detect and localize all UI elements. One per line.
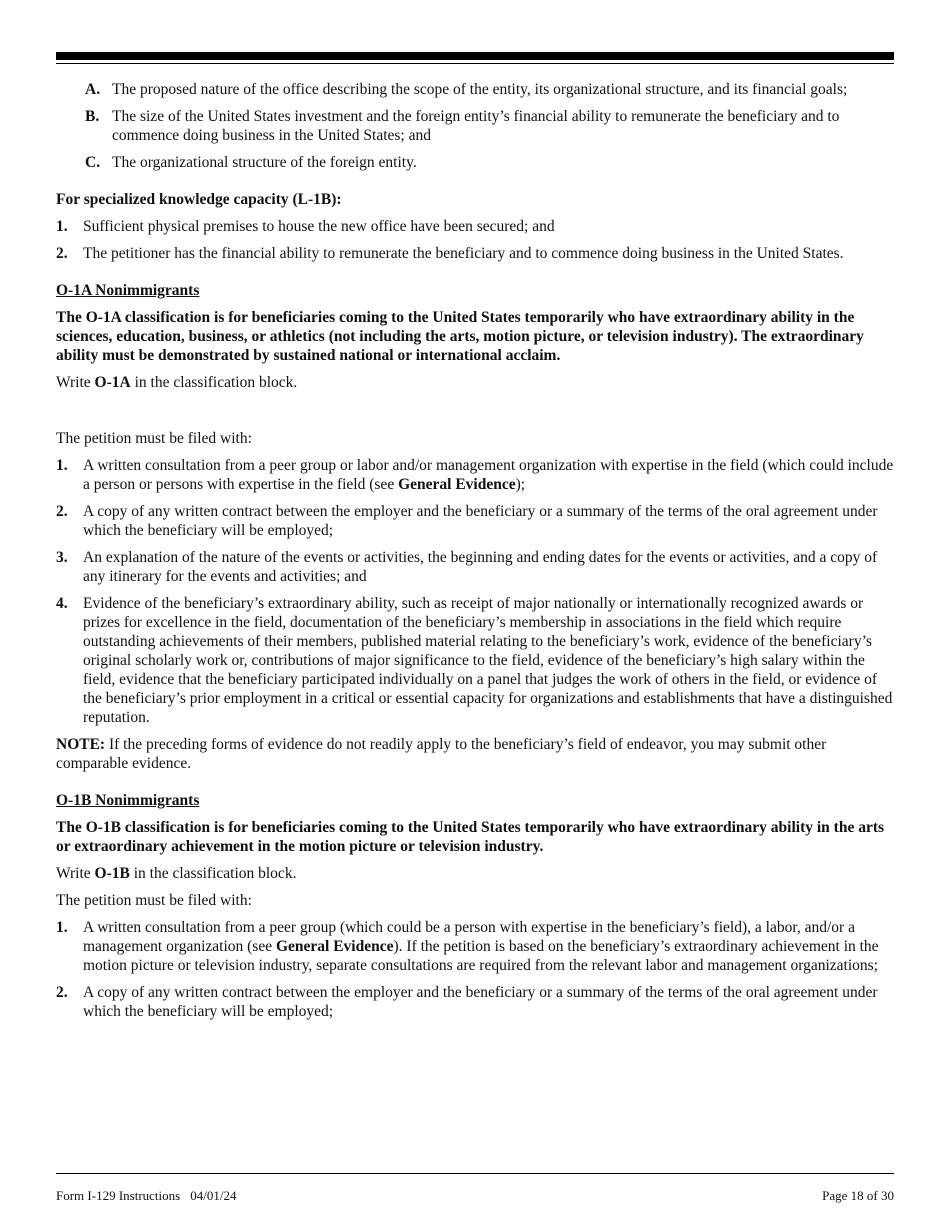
list-item — [56, 918, 894, 975]
form-date: 04/01/24 — [190, 1188, 237, 1203]
list-marker: C. — [85, 154, 101, 171]
list-text: A copy of any written contract between the employer and the beneficiary or a summary of the terms of the oral agreement under which the beneficiary will be employed; — [83, 984, 878, 1020]
write-suffix: in the classification block. — [130, 374, 298, 391]
text-part: A written consultation from a peer group (which could be a person with expertise in the beneficiary’s field), a labor, and/or a management organization (see — [83, 919, 855, 955]
write-prefix: Write — [56, 865, 95, 882]
text-part: ). If the petition is based on the beneficiary’s extraordinary achievement in the motion picture or television industry, separate consultations are required from the relevant labor and management organizations; — [83, 938, 879, 974]
footer-rule — [56, 1173, 894, 1174]
o1b-write-instruction — [56, 864, 894, 883]
text-part: ); — [515, 476, 526, 493]
list-item — [56, 153, 894, 172]
list-item — [56, 502, 894, 540]
list-marker: 1. — [56, 457, 68, 474]
list-text: The proposed nature of the office describing the scope of the entity, its organizational structure, and its financial goals; — [112, 81, 848, 98]
list-marker: B. — [85, 108, 100, 125]
list-text: An explanation of the nature of the events or activities, the beginning and ending dates for the events or activities, and a copy of any itinerary for the events and activities; and — [83, 549, 878, 585]
note-label: NOTE: — [56, 736, 106, 753]
general-evidence-ref: General Evidence — [398, 476, 516, 493]
o1a-heading: O-1A Nonimmigrants — [56, 282, 200, 299]
page-number: Page 18 of 30 — [822, 1188, 894, 1203]
list-marker: 2. — [56, 245, 68, 262]
list-marker: 3. — [56, 549, 68, 566]
list-item — [56, 107, 894, 145]
list-item — [56, 983, 894, 1021]
o1a-filed-with: The petition must be filed with: — [56, 430, 252, 447]
page-footer — [56, 1186, 894, 1205]
o1a-note — [56, 735, 894, 773]
list-text: The petitioner has the financial ability to remunerate the beneficiary and to commence doing business in the United States. — [83, 245, 844, 262]
list-marker: 2. — [56, 984, 68, 1001]
classification-code: O-1A — [94, 374, 131, 391]
write-suffix: in the classification block. — [129, 865, 297, 882]
o1a-intro: The O-1A classification is for beneficiaries coming to the United States temporarily who have extraordinary ability in the sciences, education, business, or athletics (not including the arts, motion picture, or television industry). The extraordinary ability must be demonstrated by sustained national or international acclaim. — [56, 309, 864, 364]
page-content — [56, 80, 894, 1029]
list-marker: 1. — [56, 919, 68, 936]
text-part: A written consultation from a peer group or labor and/or management organization with expertise in the field (which could include a person or persons with expertise in the field (see — [83, 457, 894, 493]
list-item — [56, 456, 894, 494]
o1a-write-instruction — [56, 373, 894, 392]
list-item — [56, 244, 894, 263]
list-marker: 2. — [56, 503, 68, 520]
list-marker: A. — [85, 81, 101, 98]
list-marker: 4. — [56, 595, 68, 612]
list-item — [56, 80, 894, 99]
list-text — [83, 918, 894, 975]
footer-form-info — [56, 1186, 236, 1205]
form-name: Form I-129 Instructions — [56, 1188, 181, 1203]
list-text: The organizational structure of the foreign entity. — [112, 154, 417, 171]
note-text: If the preceding forms of evidence do not readily apply to the beneficiary’s field of endeavor, you may submit other comparable evidence. — [56, 736, 827, 772]
o1b-heading: O-1B Nonimmigrants — [56, 792, 200, 809]
list-text — [83, 456, 894, 494]
classification-code: O-1B — [94, 865, 130, 882]
list-text: The size of the United States investment and the foreign entity’s financial ability to remunerate the beneficiary and to commence doing business in the United States; and — [112, 108, 840, 144]
list-text: Evidence of the beneficiary’s extraordinary ability, such as receipt of major nationally or internationally recognized awards or prizes for excellence in the field, documentation of the beneficiary’s membership in associations in the field which require outstanding achievements of their members, published material relating to the beneficiary’s work, evidence of the beneficiary’s original scholarly work or, contributions of major significance to the field, evidence of the beneficiary’s high salary within the field, evidence that the beneficiary participated individually on a panel that judges the work of others in the field, or evidence of the beneficiary’s prior employment in a critical or essential capacity for organizations and establishments that have a distinguished reputation. — [83, 595, 893, 726]
list-item — [56, 594, 894, 727]
list-marker: 1. — [56, 218, 68, 235]
general-evidence-ref: General Evidence — [275, 938, 394, 955]
list-item — [56, 548, 894, 586]
l1b-heading: For specialized knowledge capacity (L-1B): — [56, 191, 342, 208]
list-item — [56, 217, 894, 236]
write-prefix: Write — [56, 374, 95, 391]
top-rule-thin — [56, 63, 894, 64]
top-rule — [56, 52, 894, 60]
list-text: A copy of any written contract between the employer and the beneficiary or a summary of the terms of the oral agreement under which the beneficiary will be employed; — [83, 503, 878, 539]
o1b-intro: The O-1B classification is for beneficiaries coming to the United States temporarily who have extraordinary ability in the arts or extraordinary achievement in the motion picture or television industry. — [56, 819, 885, 855]
list-text: Sufficient physical premises to house the new office have been secured; and — [83, 218, 555, 235]
o1b-filed-with: The petition must be filed with: — [56, 892, 252, 909]
